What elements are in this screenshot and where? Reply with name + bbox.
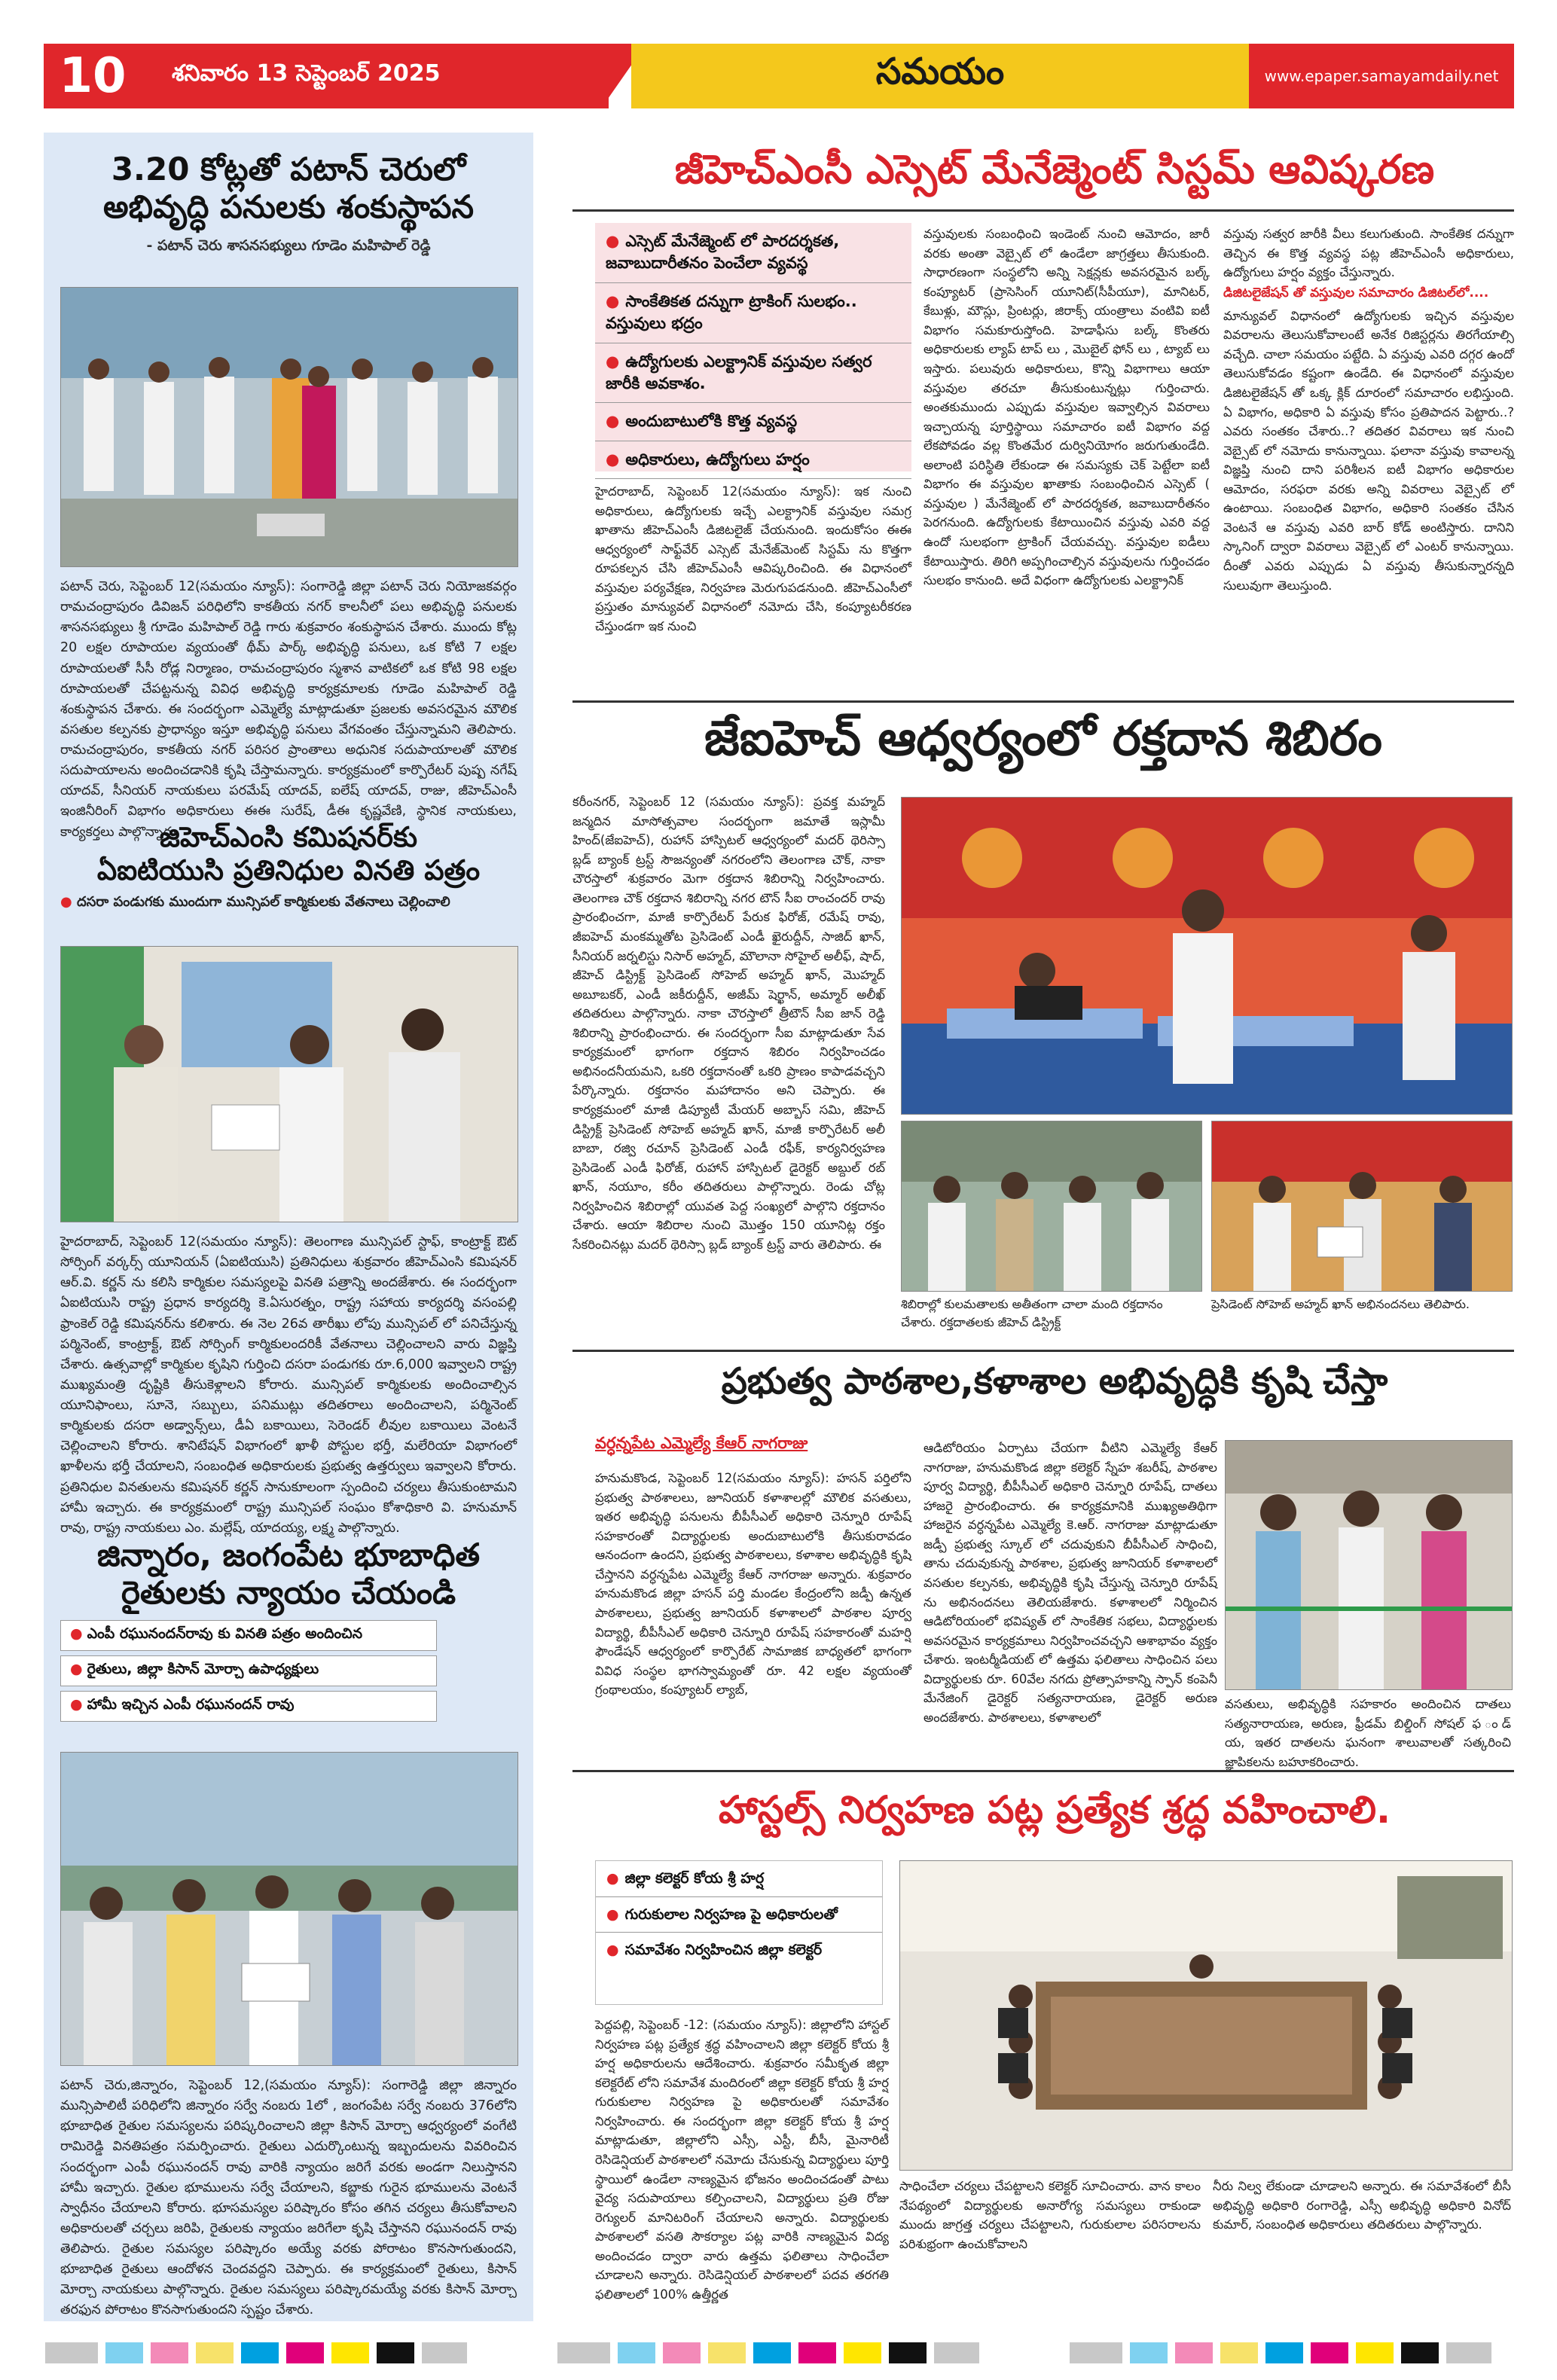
- story-body: పటాన్ చెరు, సెప్టెంబర్ 12(సమయం న్యూస్): సంగారెడ్డి జిల్లా పటాన్ చెరు నియోజకవర్గం రామచంద్రాపురం డివిజన్ పరిధిలోని కాకతీయ నగర్ కాలనీలో పలు అభివృద్ధి పనులకు శాసనసభ్యులు శ్రీ గూడెం మహిపాల్ రెడ్డి గారు శుక్రవారం శంకుస్థాపన చేశారు. ముందు కోట్ల 20 లక్షల రూపాయల వ్యయంతో థీమ్ పార్క్ అభివృద్ధి పనులు, ఒక కోటి 7 లక్షల రూపాయలతో సీసీ రోడ్ల నిర్మాణం, రామచంద్రాపురం స్మశాన వాటికలో ఒక కోటి 98 లక్షల రూపాయలతో చేపట్టనున్న వివిధ అభివృద్ధి కార్యక్రమాలకు గూడెం మహిపాల్ రెడ్డి శంకుస్థాపన చేశారు. ఈ సందర్భంగా ఎమ్మెల్యే మాట్లాడుతూ ప్రజలకు అవసరమైన మౌలిక వసతుల కల్పనకు ప్రాధాన్యం ఇస్తూ అభివృద్ధి పనులు వేగవంతం చేస్తున్నామని తెలిపారు. రామచంద్రాపురం, కాకతీయ నగర్ పరిసర ప్రాంతాలు అధునిక సదుపాయాలతో మౌలిక సదుపాయాలను అందించడానికి కృషి చేస్తామన్నారు. కార్యక్రమంలో కార్పొరేటర్ పుష్ప నగేష్ యాదవ్, సీనియర్ నాయకులు పరమేష్ యాదవ్, ఐలేష్ యాదవ్, రాజు, జీహెచ్ఎంసీ ఇంజినీరింగ్ విభాగం అధికారులు ఈఈ సురేష్, డీఈ కృష్ణవేణి, స్థానిక నాయకులు, కార్యకర్తలు పాల్గొన్నారు.: [60, 579, 517, 840]
- color-registration-bar: [45, 2342, 467, 2363]
- tag-text: హామీ ఇచ్చిన ఎంపీ రఘునందన్ రావు: [87, 1696, 295, 1713]
- story-kicker: [60, 894, 517, 913]
- epaper-url[interactable]: www.epaper.samayamdaily.net: [1249, 44, 1514, 108]
- tag-text: రైతులు, జిల్లా కిసాన్ మోర్చా ఉపాధ్యక్షులు: [87, 1661, 319, 1678]
- highlight-text: సాంకేతికత దన్నుగా ట్రాకింగ్ సులభం.. వస్తువులు భద్రం: [606, 291, 857, 333]
- highlight-item: [595, 343, 911, 404]
- ghmc-body-col1: హైదరాబాద్, సెప్టెంబర్ 12(సమయం న్యూస్): ఇక నుంచి అధికారులు, ఉద్యోగులకు ఇచ్చే ఎలక్ట్రానిక్ వస్తువుల సమగ్ర ఖాతాను జీహెచ్ఎంసీ డిజిటలైజ్ చేయనుంది. ఇందుకోసం ఈఈ ఆధ్వర్యంలో సాఫ్ట్‌వేర్ ఎస్సెట్ మేనేజ్‌మెంట్ సిస్టమ్ ను కొత్తగా రూపకల్పన చేసి జీహెచ్ఎంసీ ఆవిష్కరించింది. ఈ విధానంలో వస్తువుల పర్యవేక్షణ, నిర్వహణ మెరుగుపడనుంది. జీహెచ్ఎంసీలో ప్రస్తుతం మాన్యువల్ విధానంలో నమోదు చేసి, కంప్యూటరీకరణ చేస్తుండగా ఇక నుంచి: [595, 484, 911, 633]
- photo-ribbon-cutting: [1225, 1440, 1513, 1690]
- highlight-item: [595, 403, 911, 441]
- headline-line: 3.20 కోట్లతో పటాన్ చెరులో: [111, 151, 466, 188]
- school-dev-headline: ప్రభుత్వ పాఠశాల,కళాశాల అభివృద్ధికి కృషి చేస్తా: [721, 1360, 1388, 1402]
- photo-illustration: [900, 1861, 1512, 2170]
- headline-line: అభివృద్ధి పనులకు శంకుస్థాపన: [103, 188, 474, 225]
- photo-foundation-ceremony: [60, 287, 518, 567]
- hostels-highlights-box: [595, 1860, 883, 2005]
- hostels-body-col2: సాధించేలా చర్యలు చేపట్టాలని కలెక్టర్ సూచించారు. వాన కాలం నేపథ్యంలో విద్యార్థులకు అనారోగ్య సమస్యలు రాకుండా ముందు జాగ్రత్త చర్యలు చేపట్టాలని, గురుకులాల పరిసరాలను పరిశుభ్రంగా ఉంచుకోవాలని: [899, 2179, 1201, 2251]
- blood-camp-caption-2: ప్రెసిడెంట్ సోహెబ్ అహ్మద్ ఖాన్ అభినందనలు తెలిపారు.: [1211, 1297, 1470, 1311]
- tag-text: ఎంపీ రఘునందన్‌రావు కు వినతి పత్రం అందించిన: [87, 1625, 363, 1643]
- blood-camp-headline: జేఐహెచ్ ఆధ్వర్యంలో రక్తదాన శిబిరం: [704, 711, 1382, 767]
- headline-line: జిన్నారం, జంగంపేట భూబాధిత: [96, 1536, 481, 1573]
- story-body: పటాన్ చెరు,జిన్నారం, సెప్టెంబర్ 12,(సమయం న్యూస్): సంగారెడ్డి జిల్లా జిన్నారం మున్సిపాలిటీ పరిధిలోని జిన్నారం సర్వే నంబరు 1లో , జంగంపేట సర్వే నంబరు 376లోని భూబాధిత రైతుల సమస్యలను పరిష్కరించాలని జిల్లా కిసాన్ మోర్చా ఆధ్వర్యంలో వంగేటి రామిరెడ్డి వినతిపత్రం సమర్పించారు. రైతులు ఎదుర్కొంటున్న ఇబ్బందులను వివరించిన సందర్భంగా ఎంపీ రఘునందన్ రావు వారికి న్యాయం జరిగే వరకు అండగా నిలుస్తానని హామీ ఇచ్చారు. రైతుల భూములను సర్వే చేయాలని, కబ్జాకు గురైన భూములను వెంటనే స్వాధీనం చేయాలని కోరారు. భూసమస్యల పరిష్కారం కోసం తగిన చర్యలు తీసుకోవాలని అధికారులతో చర్చలు జరిపి, రైతులకు న్యాయం జరిగేలా కృషి చేస్తానని రఘునందన్ రావు తెలిపారు. రైతుల సమస్యల పరిష్కారం అయ్యే వరకు పోరాటం కొనసాగుతుందని, భూబాధిత రైతులు ఆందోళన చెందవద్దని చెప్పారు. ఈ కార్యక్రమంలో రైతులు, కిసాన్ మోర్చా నాయకులు పాల్గొన్నారు. రైతుల సమస్యలు పరిష్కారమయ్యే వరకు కిసాన్ మోర్చా తరఫున పోరాటం కొనసాగుతుందని స్పష్టం చేశారు.: [60, 2078, 517, 2318]
- ghmc-body-col3: [1223, 224, 1514, 595]
- highlight-text: ఎస్సెట్ మేనేజ్మెంట్ లో పారదర్శకత, జవాబుదారీతనం పెంచేలా వ్యవస్థ: [606, 232, 840, 273]
- col3-text: మాన్యువల్ విధానంలో ఉద్యోగులకు ఇచ్చిన వస్తువుల వివరాలను తెలుసుకోవాలంటే అనేక రిజిస్టర్లను తిరగేయాల్సి వచ్చేది. చాలా సమయం పట్టేది. ఏ వస్తువు ఎవరి దగ్గర ఉందో తెలుసుకోవడం కష్టంగా ఉండేది. ఈ విధానంలో వస్తువుల డిజిటలైజేషన్ తో ఒక్క క్లిక్ దూరంలో సమాచారం లభిస్తుంది. ఏ విభాగం, అధికారి ఏ వస్తువు కోసం ప్రతిపాదన పెట్టారు..? ఎవరు సంతకం చేశారు..? తదితర వివరాలు ఇక నుంచి వెబ్సైట్ లో నమోదు కానున్నాయి. ఫలానా వస్తువు కావాలన్న విజ్ఞప్తి నుంచి దాని పరిశీలన ఐటీ విభాగం అధికారుల ఆమోదం, సరఫరా వరకు అన్ని వివరాలు వెబ్సైట్ లో ఉంటాయి. సంబంధిత విభాగం, అధికారి సంతకం చేసిన వెంటనే ఆ వస్తువు ఎవరి బార్ కోడ్ అంటిస్తారు. దానిని స్కానింగ్ ద్వారా వివరాలు వెబ్సైట్ లో ఎంటర్ కానున్నాయి. దీంతో ఎవరు ఎప్పుడు ఏ వస్తువు తీసుకున్నారన్నది సులువుగా తెలుస్తుంది.: [1223, 308, 1514, 593]
- tag-item: [60, 1691, 437, 1722]
- highlight-text: సమావేశం నిర్వహించిన జిల్లా కలెక్టర్: [624, 1942, 823, 1959]
- hostels-headline: హాస్టల్స్ నిర్వహణ పట్ల ప్రత్యేక శ్రద్ధ వహించాలి.: [718, 1788, 1391, 1832]
- bullet-dot-icon: ●: [606, 1906, 619, 1923]
- section-rule: [572, 1350, 1514, 1352]
- highlight-item: [596, 1861, 882, 1897]
- registration-swatches: [1070, 2342, 1491, 2363]
- highlight-text: ఉద్యోగులకు ఎలక్ట్రానిక్ వస్తువుల సత్వర జారీకి అవకాశం.: [606, 352, 872, 392]
- tag-item: [60, 1620, 437, 1651]
- school-dev-byline: వర్ధన్నపేట ఎమ్మెల్యే కేఆర్ నాగరాజు: [595, 1434, 808, 1452]
- kicker-text: దసరా పండుగకు ముందుగా మున్సిపల్ కార్మికులకు వేతనాలు చెల్లించాలి: [77, 894, 450, 911]
- ghmc-asset-headline: జీహెచ్ఎంసీ ఎస్సెట్ మేనేజ్మెంట్ సిస్టమ్ ఆవిష్కరణ: [674, 147, 1435, 193]
- photo-illustration: [61, 947, 517, 1222]
- photo-collector-meeting: [899, 1860, 1513, 2171]
- school-dev-body-col1: హనుమకొండ, సెప్టెంబర్ 12(సమయం న్యూస్): హసన్ పర్తిలోని ప్రభుత్వ పాఠశాలలు, జూనియర్ కళాశాలల్లో మౌలిక వసతులు, ఇతర అభివృద్ధి పనులను బీపీసీఎల్ అధికారి చెన్నూరి రూపేష్ సహకారంతో విద్యార్థులకు అందుబాటులోకి తీసుకురావడం ఆనందంగా ఉందని, ప్రభుత్వ పాఠశాలలు, కళాశాల అభివృద్ధికి కృషి చేస్తానని వర్ధన్నపేట ఎమ్మెల్యే కేఆర్ నాగరాజు అన్నారు. శుక్రవారం హనుమకొండ జిల్లా హసన్ పర్తి మండల కేంద్రంలోని జడ్పీ ఉన్నత పాఠశాలలు, ప్రభుత్వ జూనియర్ కళాశాలలో పాఠశాల పూర్వ విద్యార్థి, బీపీసీఎల్ అధికారి చెన్నూరి రూపేష్ సహకారంతో మహర్షి ఫౌండేషన్ ఆధ్వర్యంలో కార్పొరేట్ సామాజిక బాధ్యతలో భాగంగా వివిధ సంస్థల భాగస్వామ్యంతో రూ. 42 లక్షల వ్యయంతో గ్రంథాలయం, కంప్యూటర్ ల్యాబ్,: [595, 1471, 911, 1698]
- photo-illustration: [902, 1121, 1201, 1291]
- highlight-item: [595, 441, 911, 479]
- bullet-dot-icon: ●: [70, 1696, 83, 1713]
- photo-illustration: [61, 1753, 517, 2065]
- bullet-dot-icon: ●: [606, 450, 620, 468]
- school-dev-body-col2: ఆడిటోరియం ఏర్పాటు చేయగా వీటిని ఎమ్మెల్యే కేఆర్ నాగరాజు, హనుమకొండ జిల్లా కలెక్టర్ స్నేహ శబరీష్, పాఠశాల పూర్వ విద్యార్థి, బీపీసీఎల్ అధికారి చెన్నూరి రూపేష్, దాతలు హాజరై ప్రారంభించారు. ఈ కార్యక్రమానికి ముఖ్యఅతిథిగా హాజరైన వర్ధన్నపేట ఎమ్మెల్యే కె.ఆర్. నాగరాజు మాట్లాడుతూ జడ్పీ ప్రభుత్వ స్కూల్ లో చదువుకుని బీపీసీఎల్ సాధించి, తాను చదువుకున్న పాఠశాల, ప్రభుత్వ జూనియర్ కళాశాలలో వసతుల కల్పనకు, అభివృద్ధికి కృషి చేస్తున్న చెన్నూరి రూపేష్ ను అభినందనలు తెలియజేశారు. కళాశాలలో నిర్మించిన ఆడిటోరియంలో భవిష్యత్ లో సాంకేతిక సభలు, విద్యార్థులకు అవసరమైన కార్యక్రమాలు నిర్వహించవచ్చని ఆశాభావం వ్యక్తం చేశారు. ఇంటర్మీడియట్ లో ఉత్తమ ఫలితాలు సాధించిన పలు విద్యార్థులకు రూ. 60వేల నగదు ప్రోత్సాహకాన్ని స్పాన్ కంపెనీ మేనేజింగ్ డైరెక్టర్ సత్యనారాయణ, డైరెక్టర్ అరుణ అందజేశారు. పాఠశాలలు, కళాశాలలో: [924, 1441, 1217, 1725]
- headline-line: రైతులకు న్యాయం చేయండి: [121, 1573, 456, 1611]
- section-rule: [572, 1770, 1514, 1772]
- bullet-dot-icon: ●: [606, 291, 620, 310]
- photo-illustration: [1212, 1121, 1512, 1291]
- highlight-item: [596, 1897, 882, 1933]
- registration-swatches: [557, 2342, 979, 2363]
- story-byline: - పటాన్ చెరు శాసనసభ్యులు గూడెం మహిపాల్ రెడ్డి: [146, 237, 431, 255]
- photo-certificate-award: [1211, 1121, 1513, 1292]
- issue-date: శనివారం 13 సెప్టెంబర్ 2025: [142, 44, 609, 108]
- masthead: సమయం: [631, 44, 1249, 108]
- bullet-dot-icon: ●: [70, 1625, 83, 1643]
- tag-item: [60, 1655, 437, 1686]
- registration-swatches: [45, 2342, 467, 2363]
- col3-text: వస్తువు సత్వర జారీకి వీలు కలుగుతుంది. సాంకేతిక దన్నుగా తెచ్చిన ఈ కొత్త వ్యవస్థ పట్ల జీహెచ్ఎంసీ అధికారులు, ఉద్యోగులు హర్షం వ్యక్తం చేస్తున్నారు.: [1223, 227, 1514, 280]
- story-aituc: [60, 821, 517, 913]
- story-headline: [60, 821, 517, 886]
- story-patancheru: [60, 151, 517, 258]
- highlight-text: అధికారులు, ఉద్యోగులు హర్షం: [625, 450, 810, 468]
- photo-illustration: [1226, 1441, 1512, 1689]
- section-rule: [572, 700, 1514, 703]
- bullet-dot-icon: ●: [60, 894, 72, 911]
- bullet-dot-icon: ●: [606, 352, 620, 371]
- story-jinnaram: [60, 1536, 517, 1726]
- color-registration-bar: [557, 2342, 979, 2363]
- highlight-item: [596, 1933, 882, 1968]
- headline-line: ఏఐటియుసి ప్రతినిధుల వినతి పత్రం: [96, 853, 481, 886]
- photo-memorandum: [60, 946, 518, 1222]
- photo-farmers-mp: [60, 1752, 518, 2066]
- story-body: హైదరాబాద్, సెప్టెంబర్ 12(సమయం న్యూస్): తెలంగాణ మున్సిపల్ స్టాఫ్, కాంట్రాక్ట్ ఔట్ సోర్సింగ్ వర్కర్స్ యూనియన్ (ఏఐటియుసి) ప్రతినిధులు శుక్రవారం జీహెచ్ఎంసి కమిషనర్ ఆర్.వి. కర్ణన్ ను కలిసి కార్మికుల సమస్యలపై వినతి పత్రాన్ని అందజేశారు. ఈ సందర్భంగా ఏఐటియుసి రాష్ట్ర ప్రధాన కార్యదర్శి కె.ఏసురత్నం, రాష్ట్ర సహాయ కార్యదర్శి వసంపల్లి ఫ్రాంకెల్ రెడ్డి కమిషనర్‌ను కలిశారు. ఈ నెల 26వ తారీఖు లోపు మున్సిపల్ లో పనిచేస్తున్న పర్మినెంట్, కాంట్రాక్ట్, ఔట్ సోర్సింగ్ కార్మికులందరికీ వేతనాలు చెల్లించాలని వారు విజ్ఞప్తి చేశారు. ఉత్సవాల్లో కార్మికుల కృషిని గుర్తించి దసరా పండుగకు రూ.6,000 ఇవ్వాలని రాష్ట్ర ముఖ్యమంత్రి దృష్టికి తీసుకెళ్లాలని కోరారు. మున్సిపల్ కార్మికులకు అందించాల్సిన యూనిఫాంలు, సూనె, సబ్బులు, పనిముట్లు తదితరాలు అందించాలని, పర్మినెంట్ కార్మికులకు దసరా అడ్వాన్స్‌లు, డీఏ బకాయిలు, సెరెండర్ లీవుల బకాయిలు వెంటనే చెల్లించాలని కోరారు. శానిటేషన్ విభాగంలో ఖాళీ పోస్టుల భర్తీ, మలేరియా విభాగంలో ఖాళీలను భర్తీ చేయాలని, సంబంధిత అధికారులకు ప్రభుత్వ ఉత్తర్వులు ఇవ్వాలని కోరారు. ప్రతినిధుల వినతులను కమిషనర్ కర్ణన్ సానుకూలంగా స్పందించి చర్యలు తీసుకుంటామని హామీ ఇచ్చారు. ఈ కార్యక్రమంలో రాష్ట్ర మున్సిపల్ సంఘం కోశాధికారి వి. హనుమాన్ రావు, రాష్ట్ర నాయకులు ఎం. మల్లేష్, యాదయ్య, లక్ష్మ పాల్గొన్నారు.: [60, 1234, 517, 1536]
- left-sidebar: [44, 133, 533, 2321]
- ghmc-body-col2: వస్తువులకు సంబంధించి ఇండెంట్ నుంచి ఆమోదం, జారీ వరకు అంతా వెబ్సైట్ లో ఉండేలా జాగ్రత్తలు తీసుకుంది. సాధారణంగా సంస్థలోని అన్ని సెక్షన్లకు అవసరమైన బల్క్ కంప్యూటర్ (ప్రాసెసింగ్ యూనిట్(సీపీయూ), మానిటర్, కేబుళ్లు, మౌస్లు, ప్రింటర్లు, జిరాక్స్ యంత్రాలు వంటివి ఐటీ విభాగం సమకూరుస్తోంది. హెడాఫీసు బల్క్ కొంతరు అధికారులకు ల్యాప్ టాప్ లు , మొబైల్ ఫోన్ లు , ట్యాబ్ లు ఇస్తారు. పలువురు అధికారులు, కొన్ని విభాగాలు ఆయా వస్తువుల తరచూ తీసుకుంటున్నట్లు గుర్తించారు. అంతకుముందు ఎప్పుడు వస్తువుల ఇవ్వాల్సిన వివరాలు ఇచ్చాయన్న పూర్తిస్థాయి సమాచారం ఐటీ విభాగం వద్ద లేకపోవడం వల్ల కొంతమేర దుర్వినియోగం జరుగుతుండేది. అలాంటి పరిస్థితి లేకుండా ఈ సమస్యకు చెక్ పెట్టేలా ఐటీ విభాగం ఈ వస్తువుల ఖాతాకు సంబంధించిన ఎస్సెట్ ( వస్తువుల ) మేనేజ్మెంట్ లో పారదర్శకత, జవాబుదారీతనం పెరగనుంది. ఉద్యోగులకు కేటాయించిన వస్తువు ఎవరి వద్ద ఉందో సులభంగా ట్రాకింగ్ చేయవచ్చు. వస్తువుల ఐడీలు కేటాయిస్తారు. తిరిగి అప్పగించాల్సిన వస్తువులను గుర్తించడం సులభం కానుంది. అదే విధంగా ఉద్యోగులకు ఎలక్ట్రానిక్: [924, 227, 1210, 588]
- story-headline: [60, 1536, 517, 1611]
- page-number: 10: [44, 44, 142, 108]
- story-tags: [60, 1620, 437, 1722]
- hostels-body-col1: పెద్దపల్లి, సెప్టెంబర్ -12: (సమయం న్యూస్): జిల్లాలోని హాస్టల్ నిర్వహణ పట్ల ప్రత్యేక శ్రద్ధ వహించాలని జిల్లా కలెక్టర్ కోయ శ్రీ హర్ష అధికారులను ఆదేశించారు. శుక్రవారం సమీకృత జిల్లా కలెక్టరేట్ లోని సమావేశ మందిరంలో జిల్లా కలెక్టర్ కోయ శ్రీ హర్ష గురుకులాల నిర్వహణ పై అధికారులతో సమావేశం నిర్వహించారు. ఈ సందర్భంగా జిల్లా కలెక్టర్ కోయ శ్రీ హర్ష మాట్లాడుతూ, జిల్లాలోని ఎస్సీ, ఎస్టీ, బీసీ, మైనారిటీ రెసిడెన్షియల్ పాఠశాలలో నమోదు చేసుకున్న విద్యార్థులు పూర్తి స్థాయిలో ఉండేలా నాణ్యమైన భోజనం అందించడంతో పాటు వైద్య సదుపాయాలు కల్పించాలని, విద్యార్థులు ప్రతి రోజు రెగ్యులర్ మానిటరింగ్ చేయాలని అన్నారు. విద్యార్థులకు పాఠశాలలో వసతి సౌకర్యాల పట్ల వారికి నాణ్యమైన విద్య అందించడం ద్వారా వారు ఉత్తమ ఫలితాలు సాధించేలా చూడాలని అన్నారు. రెసిడెన్షియల్ పాఠశాలలో పదవ తరగతి ఫలితాలలో 100% ఉత్తీర్ణత: [595, 2018, 889, 2302]
- page-header: [44, 44, 1514, 108]
- bullet-dot-icon: ●: [606, 1942, 619, 1959]
- section-rule: [572, 209, 1514, 212]
- highlight-item: [595, 223, 911, 283]
- highlight-item: [595, 283, 911, 343]
- highlight-text: అందుబాటులోకి కొత్త వ్యవస్థ: [625, 412, 798, 431]
- bullet-dot-icon: ●: [70, 1661, 83, 1678]
- story-headline: [60, 151, 517, 225]
- school-dev-body-col3: వసతులు, అభివృద్ధికి సహకారం అందించిన దాతలు సత్యనారాయణ, అరుణ, ఫ్రీడమ్ బిల్డింగ్ సోషల్ ఫ ండ్ య, ఇతర దాతలను ఘనంగా శాలువాలతో సత్కరించి జ్ఞాపికలను బహూకరించారు.: [1225, 1697, 1511, 1769]
- bullet-dot-icon: ●: [606, 412, 620, 431]
- headline-line: జిహెచ్ఎంసి కమిషనర్‌కు: [159, 821, 418, 853]
- photo-camp-inauguration: [901, 1121, 1202, 1292]
- photo-blood-donation: [901, 797, 1513, 1115]
- photo-illustration: [902, 798, 1512, 1114]
- ghmc-subhead: డిజిటలైజేషన్ తో వస్తువుల సమాచారం డిజిటల్‌లో....: [1223, 285, 1489, 301]
- highlight-text: గురుకులాల నిర్వహణ పై అధికారులతో: [624, 1906, 838, 1923]
- highlight-text: జిల్లా కలెక్టర్ కోయ శ్రీ హర్ష: [624, 1870, 765, 1887]
- photo-illustration: [61, 288, 517, 566]
- blood-camp-caption-1: శిబిరాల్లో కులమతాలకు అతీతంగా చాలా మంది రక్తదానం చేశారు. రక్తదాతలకు జీహెచ్ డిస్ట్రిక్ట్: [901, 1297, 1163, 1329]
- bullet-dot-icon: ●: [606, 232, 620, 250]
- ghmc-highlights-box: [595, 223, 911, 471]
- hostels-body-col3: నీరు నిల్వ లేకుండా చూడాలని అన్నారు. ఈ సమావేశంలో బీసీ అభివృద్ధి అధికారి రంగారెడ్డి, ఎస్సీ అభివృద్ధి అధికారి వినోద్ కుమార్, సంబంధిత అధికారులు తదితరులు పాల్గొన్నారు.: [1213, 2179, 1511, 2232]
- blood-camp-body: కరీంనగర్, సెప్టెంబర్ 12 (సమయం న్యూస్): ప్రవక్త మహ్మద్ జన్మదిన మాసోత్సవాల సందర్భంగా జమాతే ఇస్లామీ హింద్(జేఐహెచ్), రుహాన్ హాస్పిటల్ ఆధ్వర్యంలో మదర్ థెరిస్సా బ్లడ్ బ్యాంక్ ట్రస్ట్ సౌజన్యంతో నగరంలోని తెలంగాణ చౌక్, నాకా చౌరస్తాలో శుక్రవారం మెగా రక్తదాన శిబిరాన్ని నిర్వహించారు. తెలంగాణ చౌక్ రక్తదాన శిబిరాన్ని నగర టౌన్ సీఐ రాంచందర్ రావు ప్రారంభించగా, మాజీ కార్పొరేటర్ పేరుక ఫిరోజ్, రమేష్ రావు, జీఐహెచ్ మంకమ్మతోట ప్రెసిడెంట్ ఎండీ ఖైరుద్దీన్, సాజిద్ ఖాన్, సీనియర్ జర్నలిస్టు నిసార్ అహ్మద్, మౌలానా సోహైల్ అలీఫ్, షాద్, జీహెచ్ డిస్ట్రిక్ట్ ప్రెసిడెంట్ సోహెబ్ అహ్మద్ ఖాన్, మొహ్మద్ అబూబకర్, ఎండీ జకీరుద్దీన్, అజీమ్ షెర్ఖాన్, అమ్మార్ అలీఖ్ తదితరులు పాల్గొన్నారు. నాకా చౌరస్తాలో త్రీటౌన్ సీఐ జాన్ రెడ్డి శిబిరాన్ని ప్రారంభించారు. ఈ సందర్భంగా సీఐ మాట్లాడుతూ సేవ కార్యక్రమంలో భాగంగా రక్తదాన శిబిరం నిర్వహించడం అభినందనీయమని, ఒకరి రక్తదానంతో ఒకరి ప్రాణం కాపాడవచ్చని పేర్కొన్నారు. రక్తదానం మహాదానం అని చెప్పారు. ఈ కార్యక్రమంలో మాజీ డిప్యూటీ మేయర్ అబ్బాస్ సమి, జీహెచ్ డిస్ట్రిక్ట్ ప్రెసిడెంట్ సోహెబ్ అహ్మద్ ఖాన్, మాజీ కార్పొరేటర్ అలీ బాబా, రజ్వి రచూన్ ప్రెసిడెంట్ ఎండీ రఫీక్, కార్యనిర్వహణ ప్రెసిడెంట్ ఎండీ ఫిరోజ్, రుహాన్ హాస్పిటల్ డైరెక్టర్ అబ్దుల్ రబ్ ఖాన్, నయూం, కరీం తదితరులు పాల్గొన్నారు. రెండు చోట్ల నిర్వహించిన శిబిరాల్లో యువత పెద్ద సంఖ్యలో పాల్గొని రక్తదానం చేశారు. ఆయా శిబిరాల నుంచి మొత్తం 150 యూనిట్ల రక్తం సేకరించినట్లు మదర్ థెరిస్సా బ్లడ్ బ్యాంక్ ట్రస్ట్ వారు తెలిపారు. ఈ: [572, 795, 885, 1252]
- color-registration-bar: [1070, 2342, 1491, 2363]
- bullet-dot-icon: ●: [606, 1870, 619, 1887]
